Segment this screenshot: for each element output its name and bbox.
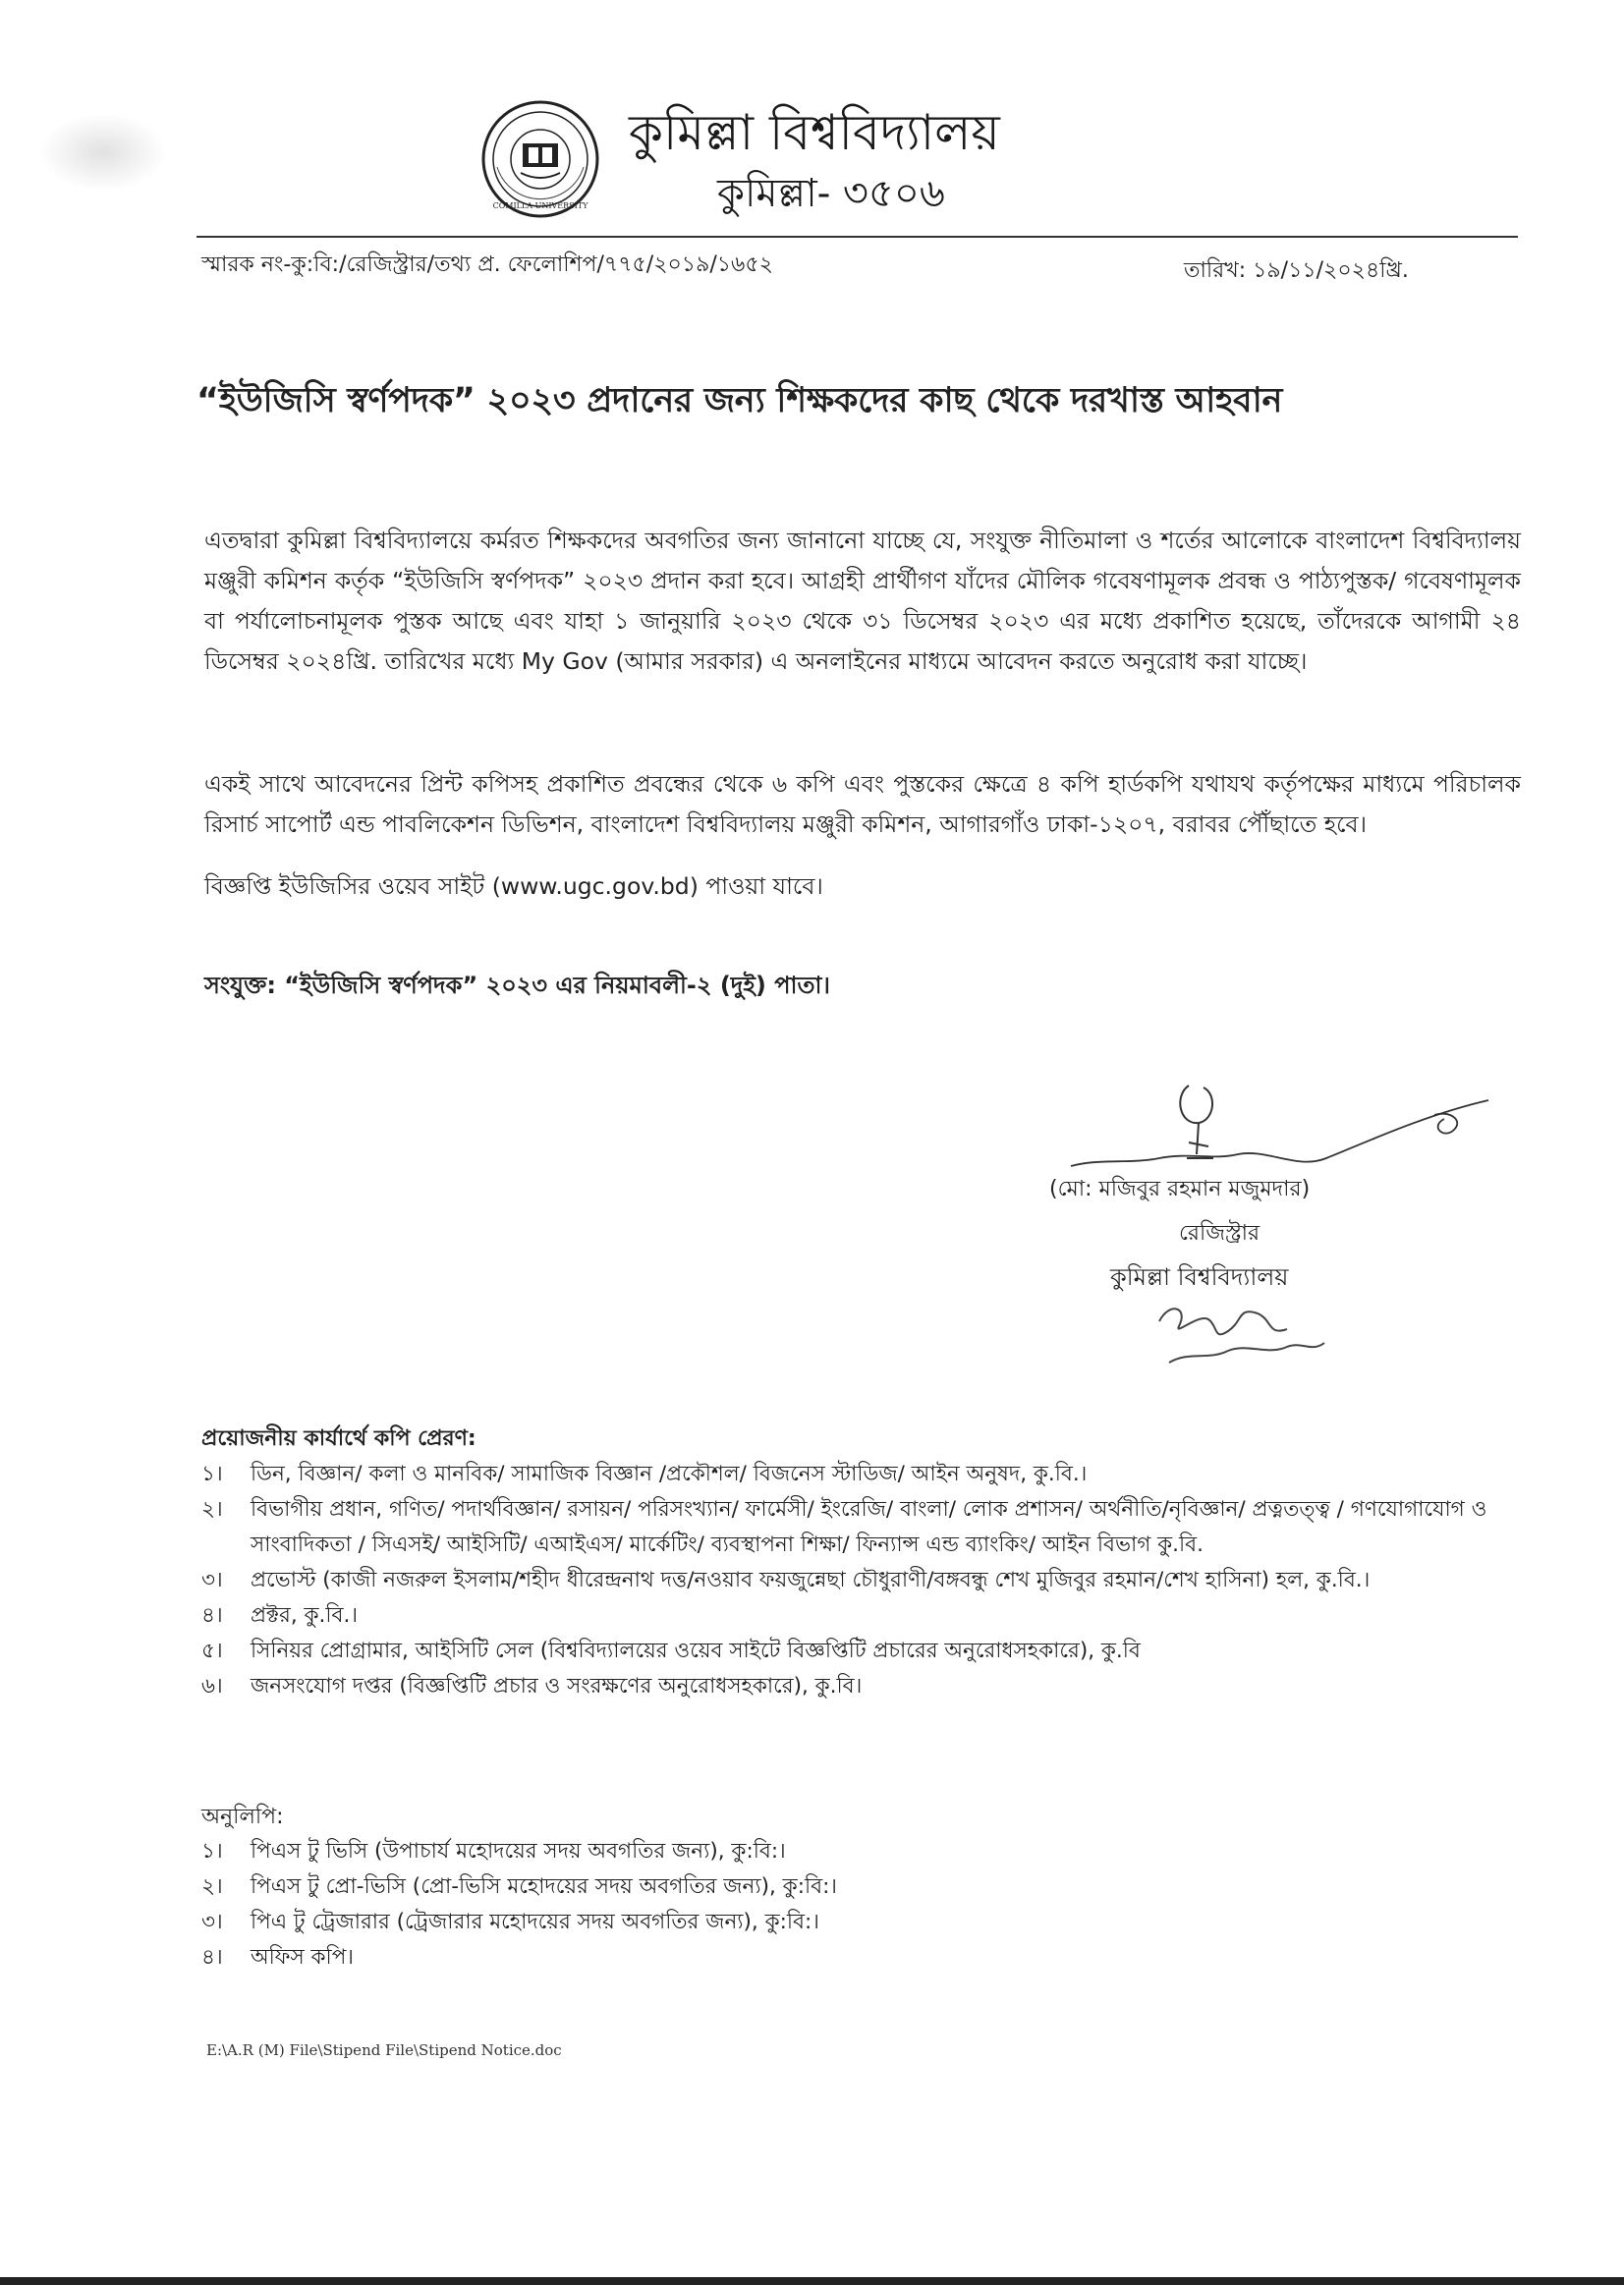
file-path-footer: E:\A.R (M) File\Stipend File\Stipend Notice.doc	[206, 2041, 562, 2059]
scan-edge-bar	[0, 2277, 1624, 2285]
signatory-role: রেজিস্ট্রার	[1179, 1221, 1260, 1246]
list-item: ১। ডিন, বিজ্ঞান/ কলা ও মানবিক/ সামাজিক বিজ্ঞান /প্রকৌশল/ বিজনেস স্টাডিজ/ আইন অনুষদ, কু.বি.।	[201, 1462, 1088, 1486]
attachment-text: “ইউজিসি স্বর্ণপদক” ২০২৩ এর নিয়মাবলী-২ (দুই) পাতা।	[284, 972, 831, 999]
university-seal-logo	[479, 98, 601, 220]
header-divider	[196, 236, 1518, 238]
memo-number: স্মারক নং-কু:বি:/রেজিস্ট্রার/তথ্য প্র. ফেলোশিপ/৭৭৫/২০১৯/১৬৫২	[201, 252, 773, 277]
body-paragraph-2: একই সাথে আবেদনের প্রিন্ট কপিসহ প্রকাশিত প্রবন্ধের থেকে ৬ কপি এবং পুস্তকের ক্ষেত্রে ৪ কপি হার্ডকপি যথাযথ কর্তৃপক্ষের মাধ্যমে পরিচালক রিসার্চ সাপোর্ট এন্ড পাবলিকেশন ডিভিশন, বাংলাদেশ বিশ্ববিদ্যালয় মঞ্জুরী কমিশন, আগারগাঁও ঢাকা-১২০৭, বরাবর পৌঁছাতে হবে।	[204, 770, 1521, 838]
body-paragraph-3: বিজ্ঞপ্তি ইউজিসির ওয়েব সাইট (www.ugc.gov.bd) পাওয়া যাবে।	[204, 872, 823, 900]
signatory-organization: কুমিল্লা বিশ্ববিদ্যালয়	[1110, 1263, 1289, 1291]
list-item: ৫। সিনিয়র প্রোগ্রামার, আইসিটি সেল (বিশ্ববিদ্যালয়ের ওয়েব সাইটে বিজ্ঞপ্তিটি প্রচারের অনুরোধসহকারে), কু.বি	[201, 1639, 1141, 1663]
university-address: কুমিল্লা- ৩৫০৬	[717, 171, 945, 216]
cc-list	[201, 1834, 1528, 1976]
notice-date: তারিখ: ১৯/১১/২০২৪খ্রি.	[1184, 258, 1409, 283]
list-item: ২। পিএস টু প্রো-ভিসি (প্রো-ভিসি মহোদয়ের সদয় অবগতির জন্য), কু:বি:।	[201, 1874, 838, 1899]
attachment-label: সংযুক্ত:	[204, 972, 276, 999]
list-item: ৩। প্রভোস্ট (কাজী নজরুল ইসলাম/শহীদ ধীরেন্দ্রনাথ দত্ত/নওয়াব ফয়জুন্নেছা চৌধুরাণী/বঙ্গবন্ধু শেখ মুজিবুর রহমান/শেখ হাসিনা) হল, কু.বি.।	[201, 1568, 1371, 1592]
cc-heading: অনুলিপি:	[201, 1805, 284, 1829]
list-item: ৬। জনসংযোগ দপ্তর (বিজ্ঞপ্তিটি প্রচার ও সংরক্ষণের অনুরোধসহকারে), কু.বি।	[201, 1674, 863, 1699]
copy-to-list	[201, 1457, 1528, 1704]
attachment-line	[204, 968, 1089, 1007]
list-item: ৪। অফিস কপি।	[201, 1945, 354, 1970]
university-name: কুমিল্লা বিশ্ববিদ্যালয়	[629, 104, 1000, 161]
svg-text:COMILLA UNIVERSITY: COMILLA UNIVERSITY	[492, 201, 588, 210]
scan-smudge	[39, 113, 167, 192]
notice-title: “ইউজিসি স্বর্ণপদক” ২০২৩ প্রদানের জন্য শিক্ষকদের কাছ থেকে দরখাস্ত আহবান	[196, 381, 1283, 420]
copy-to-heading: প্রয়োজনীয় কার্যার্থে কপি প্রেরণ:	[201, 1426, 476, 1451]
list-item: ১। পিএস টু ভিসি (উপাচার্য মহোদয়ের সদয় অবগতির জন্য), কু:বি:।	[201, 1839, 786, 1864]
list-item: ৩। পিএ টু ট্রেজারার (ট্রেজারার মহোদয়ের সদয় অবগতির জন্য), কু:বি:।	[201, 1910, 819, 1934]
signatory-name: (মো: মজিবুর রহমান মজুমদার)	[1049, 1177, 1311, 1201]
body-paragraph-1: এতদ্বারা কুমিল্লা বিশ্ববিদ্যালয়ে কর্মরত শিক্ষকদের অবগতির জন্য জানানো যাচ্ছে যে, সংযুক্ত নীতিমালা ও শর্তের আলোকে বাংলাদেশ বিশ্ববিদ্যালয় মঞ্জুরী কমিশন কর্তৃক “ইউজিসি স্বর্ণপদক” ২০২৩ প্রদান করা হবে। আগ্রহী প্রার্থীগণ যাঁদের মৌলিক গবেষণামূলক প্রবন্ধ ও পাঠ্যপুস্তক/ গবেষণামূলক বা পর্যালোচনামূলক পুস্তক আছে এবং যাহা ১ জানুয়ারি ২০২৩ থেকে ৩১ ডিসেম্বর ২০২৩ এর মধ্যে প্রকাশিত হয়েছে, তাঁদেরকে আগামী ২৪ ডিসেম্বর ২০২৪খ্রি. তারিখের মধ্যে My Gov (আমার সরকার) এ অনলাইনের মাধ্যমে আবেদন করতে অনুরোধ করা যাচ্ছে।	[204, 527, 1521, 675]
list-item: ৪। প্রক্টর, কু.বি.।	[201, 1603, 359, 1628]
list-item: ২। বিভাগীয় প্রধান, গণিত/ পদার্থবিজ্ঞান/ রসায়ন/ পরিসংখ্যান/ ফার্মেসী/ ইংরেজি/ বাংলা/ লোক প্রশাসন/ অর্থনীতি/নৃবিজ্ঞান/ প্রত্নতত্ত্ব / গণযোগাযোগ ও সাংবাদিকতা / সিএসই/ আইসিটি/ এআইএস/ মার্কেটিং/ ব্যবস্থাপনা শিক্ষা/ ফিন্যান্স এন্ড ব্যাংকিং/ আইন বিভাগ কু.বি.	[201, 1497, 1487, 1557]
